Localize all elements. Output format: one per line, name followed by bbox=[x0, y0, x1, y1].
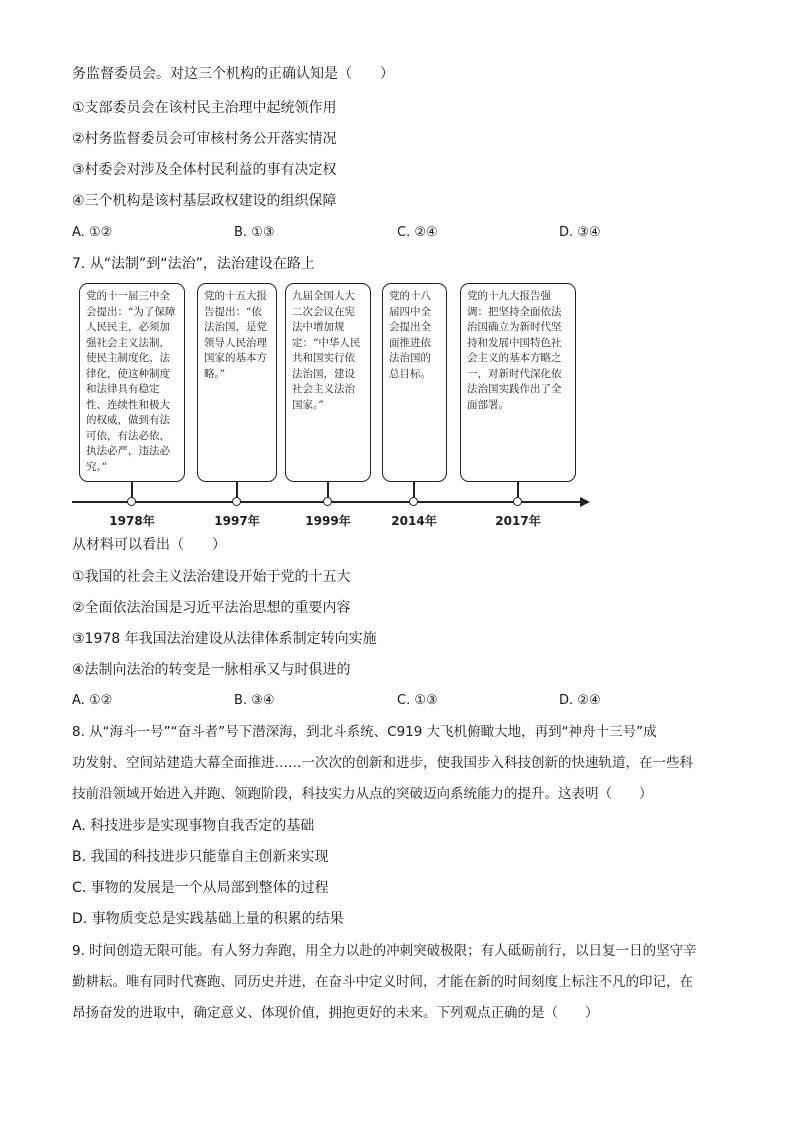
q8-choice-b[interactable]: B. 我国的科技进步只能靠自主创新来实现 bbox=[72, 849, 329, 865]
timeline-box-1997: 党的十五大报告提出：“依法治国，是党领导人民治理国家的基本方略。” bbox=[197, 283, 277, 482]
timeline-year-1978: 1978年 bbox=[109, 514, 155, 528]
timeline-stem bbox=[413, 482, 415, 498]
q8-stem-line-2: 功发射、空间站建造大幕全面推进……一次次的创新和进步，使我国步入科技创新的快速轨道，在一些科 bbox=[72, 755, 693, 771]
q7-prompt: 从材料可以看出（ ） bbox=[72, 537, 226, 553]
timeline-year-2017: 2017年 bbox=[495, 514, 541, 528]
q9-stem-line-1: 9. 时间创造无限可能。有人努力奔跑，用全力以赴的冲刺突破极限；有人砥砺前行，以日复一日的坚守辛 bbox=[72, 943, 697, 959]
q7-option-d[interactable]: D. ②④ bbox=[559, 693, 601, 708]
q6-option-a[interactable]: A. ①② bbox=[72, 225, 113, 240]
q7-statement-2: ②全面依法治国是习近平法治思想的重要内容 bbox=[72, 600, 351, 616]
timeline-box-2017: 党的十九大报告强调：把坚持全面依法治国确立为新时代坚持和发展中国特色社会主义的基本方略之一，对新时代深化依法治国实践作出了全面部署。 bbox=[460, 283, 576, 482]
timeline-year-1997: 1997年 bbox=[214, 514, 260, 528]
q8-stem-line-3: 技前沿领域开始进入并跑、领跑阶段，科技实力从点的突破迈向系统能力的提升。这表明（ ） bbox=[72, 786, 653, 802]
q6-statement-3: ③村委会对涉及全体村民利益的事有决定权 bbox=[72, 162, 337, 178]
q8-choice-d[interactable]: D. 事物质变总是实践基础上量的积累的结果 bbox=[72, 911, 344, 927]
timeline-arrow-icon bbox=[580, 497, 590, 507]
q6-option-d[interactable]: D. ③④ bbox=[559, 225, 601, 240]
q6-statement-4: ④三个机构是该村基层政权建设的组织保障 bbox=[72, 193, 337, 209]
timeline-dot bbox=[513, 497, 522, 506]
timeline-dot bbox=[232, 497, 241, 506]
timeline-stem bbox=[131, 482, 133, 498]
q7-statement-4: ④法制向法治的转变是一脉相承又与时俱进的 bbox=[72, 662, 351, 678]
q9-stem-line-3: 昂扬奋发的进取中，确定意义、体现价值，拥抱更好的未来。下列观点正确的是（ ） bbox=[72, 1005, 599, 1021]
q7-statement-1: ①我国的社会主义法治建设开始于党的十五大 bbox=[72, 569, 351, 585]
timeline-box-2014: 党的十八届四中全会提出全面推进依法治国的总目标。 bbox=[382, 283, 447, 482]
timeline-stem bbox=[327, 482, 329, 498]
timeline-stem bbox=[517, 482, 519, 498]
timeline-year-1999: 1999年 bbox=[305, 514, 351, 528]
timeline-box-1978: 党的十一届三中全会提出：“为了保障人民民主，必须加强社会主义法制，使民主制度化、法律化，使这种制度和法律具有稳定性、连续性和极大的权威，做到有法可依，有法必依，执法必严，违法必究。” bbox=[79, 283, 185, 482]
q8-stem-line-1: 8. 从“海斗一号”“奋斗者”号下潜深海，到北斗系统、C919 大飞机俯瞰大地，再到“神舟十三号”成 bbox=[72, 724, 657, 740]
timeline-stem bbox=[236, 482, 238, 498]
q8-choice-c[interactable]: C. 事物的发展是一个从局部到整体的过程 bbox=[72, 880, 329, 896]
q6-stem-tail: 务监督委员会。对这三个机构的正确认知是（ ） bbox=[72, 66, 394, 82]
q7-option-b[interactable]: B. ③④ bbox=[234, 693, 275, 708]
timeline-dot bbox=[127, 497, 136, 506]
timeline-dot bbox=[409, 497, 418, 506]
q8-choice-a[interactable]: A. 科技进步是实现事物自我否定的基础 bbox=[72, 818, 315, 834]
q7-title: 7. 从“法制”到“法治”，法治建设在路上 bbox=[72, 256, 315, 272]
q7-option-c[interactable]: C. ①③ bbox=[397, 693, 438, 708]
q6-statement-1: ①支部委员会在该村民主治理中起统领作用 bbox=[72, 100, 337, 116]
timeline-dot bbox=[323, 497, 332, 506]
q7-statement-3: ③1978 年我国法治建设从法律体系制定转向实施 bbox=[72, 631, 377, 647]
q6-option-b[interactable]: B. ①③ bbox=[234, 225, 275, 240]
q9-stem-line-2: 勤耕耘。唯有同时代赛跑、同历史并进，在奋斗中定义时间，才能在新的时间刻度上标注不凡的印记，在 bbox=[72, 974, 693, 990]
timeline-box-1999: 九届全国人大二次会议在宪法中增加规定：“中华人民共和国实行依法治国，建设社会主义法治国家。” bbox=[285, 283, 371, 482]
q6-statement-2: ②村务监督委员会可审核村务公开落实情况 bbox=[72, 131, 337, 147]
q7-option-a[interactable]: A. ①② bbox=[72, 693, 113, 708]
timeline-year-2014: 2014年 bbox=[391, 514, 437, 528]
q6-option-c[interactable]: C. ②④ bbox=[397, 225, 438, 240]
